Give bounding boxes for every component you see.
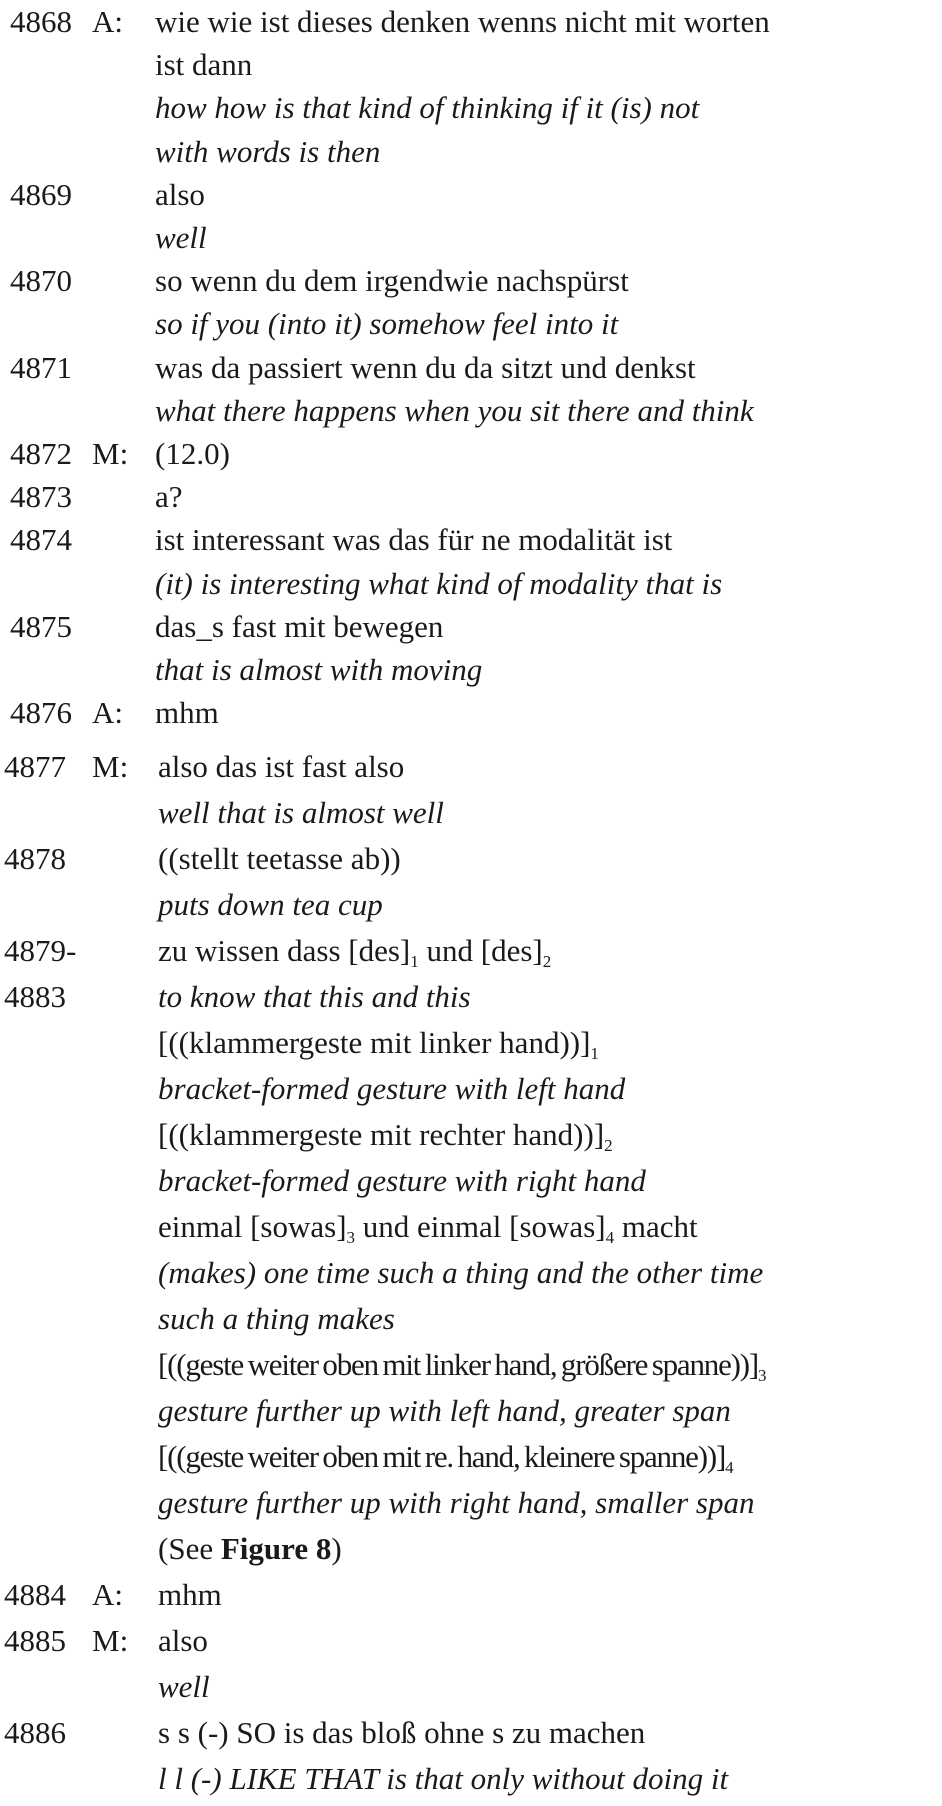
text-segment: well that is almost well <box>158 795 444 830</box>
translation-text <box>158 1483 754 1523</box>
text-segment: also <box>155 176 205 212</box>
transcript-line <box>0 747 942 787</box>
utterance-text <box>155 607 443 647</box>
text-segment: [((geste weiter oben mit re. hand, kleinere spanne))] <box>158 1439 726 1474</box>
translation-text <box>155 132 380 172</box>
text-segment: ist dann <box>155 47 253 83</box>
translation-text <box>155 304 618 344</box>
text-segment: ) <box>331 1531 342 1566</box>
line-number: 4876 <box>10 695 72 731</box>
text-segment: und [des] <box>418 933 543 968</box>
transcript-line <box>0 1667 942 1707</box>
transcript-line <box>0 477 942 517</box>
translation-text <box>158 1667 210 1707</box>
line-number: 4873 <box>10 479 72 515</box>
text-segment: (it) is interesting what kind of modality that is <box>155 565 723 601</box>
translation-text <box>158 1391 731 1431</box>
utterance-text <box>155 520 672 560</box>
transcript-line <box>0 45 942 85</box>
text-segment: how how is that kind of thinking if it (is) not <box>155 90 700 126</box>
utterance-text <box>155 477 183 517</box>
translation-text <box>158 1161 646 1201</box>
line-number: 4879- <box>4 933 77 968</box>
line-number: 4878 <box>4 841 66 876</box>
text-segment: mhm <box>158 1577 222 1612</box>
transcript-line <box>0 1621 942 1661</box>
transcript-line <box>0 175 942 215</box>
utterance-text <box>158 1575 222 1615</box>
text-segment: to know that this and this <box>158 979 471 1014</box>
text-segment: [((klammergeste mit rechter hand))] <box>158 1117 605 1152</box>
utterance-text <box>155 175 205 215</box>
translation-text <box>158 1759 728 1799</box>
speaker-label: M: <box>92 749 129 784</box>
transcript-line <box>0 1713 942 1753</box>
text-segment: (See <box>158 1531 221 1566</box>
speaker-label: M: <box>92 1623 129 1658</box>
line-number: 4872 <box>10 436 72 471</box>
transcript-line <box>0 1529 942 1569</box>
transcript-line <box>0 1253 942 1293</box>
transcript-line <box>0 1161 942 1201</box>
translation-text <box>158 885 383 925</box>
utterance-text <box>155 45 252 85</box>
utterance-text <box>158 931 551 971</box>
line-number: 4874 <box>10 522 72 558</box>
transcript-line <box>0 132 942 172</box>
transcript-line <box>0 650 942 690</box>
transcript-line <box>0 1391 942 1431</box>
transcript-line <box>0 1023 942 1063</box>
line-number: 4869 <box>10 176 72 212</box>
text-segment: well <box>155 220 207 255</box>
text-segment: [((geste weiter oben mit linker hand, größere spanne))] <box>158 1347 759 1382</box>
transcript-line <box>0 564 942 604</box>
transcript-line <box>0 391 942 431</box>
text-segment: bracket-formed gesture with right hand <box>158 1163 646 1198</box>
utterance-text <box>158 839 401 879</box>
utterance-text <box>158 1529 342 1569</box>
translation-text <box>155 564 722 604</box>
transcript-line <box>0 607 942 647</box>
transcript-line <box>0 1345 942 1385</box>
bracket-index: 4 <box>605 1227 615 1247</box>
line-number: 4886 <box>4 1715 66 1750</box>
translation-text <box>158 1069 625 1109</box>
utterance-text <box>158 1345 765 1385</box>
bracket-index: 1 <box>410 951 419 971</box>
bracket-index: 4 <box>725 1457 733 1477</box>
text-segment: gesture further up with right hand, smaller span <box>158 1485 755 1520</box>
transcript-line <box>0 218 942 258</box>
text-segment: gesture further up with left hand, greater span <box>158 1393 731 1428</box>
utterance-text <box>158 1621 208 1661</box>
text-segment: also <box>158 1623 208 1658</box>
text-segment: macht <box>614 1209 698 1244</box>
translation-text <box>155 391 754 431</box>
line-number: 4868 <box>10 4 72 39</box>
text-segment: einmal [sowas] <box>158 1209 347 1244</box>
utterance-text <box>155 434 230 474</box>
text-segment: well <box>158 1669 210 1704</box>
transcript-line <box>0 1759 942 1799</box>
bracket-index: 2 <box>604 1135 613 1155</box>
line-number: 4884 <box>4 1577 66 1612</box>
text-segment: (12.0) <box>155 436 230 471</box>
transcript-line <box>0 693 942 733</box>
line-number: 4877 <box>4 749 66 784</box>
translation-text <box>155 88 699 128</box>
text-segment: [((klammergeste mit linker hand))] <box>158 1025 591 1060</box>
text-segment: (makes) one time such a thing and the other time <box>158 1255 764 1290</box>
transcript-line <box>0 931 942 971</box>
speaker-label: A: <box>92 4 123 39</box>
text-segment: so if you (into it) somehow feel into it <box>155 306 619 342</box>
utterance-text <box>155 2 770 42</box>
text-segment: that is almost with moving <box>155 652 483 687</box>
line-number: 4871 <box>10 349 72 385</box>
speaker-label: A: <box>92 1577 123 1612</box>
bracket-index: 2 <box>542 951 552 971</box>
bracket-index: 3 <box>346 1227 356 1247</box>
text-segment: zu wissen dass [des] <box>158 933 411 968</box>
transcript-line <box>0 348 942 388</box>
text-segment: s s (-) SO is das bloß ohne s zu machen <box>158 1715 646 1750</box>
translation-text <box>158 1299 395 1339</box>
utterance-text <box>158 1207 698 1247</box>
text-segment: puts down tea cup <box>158 887 383 922</box>
transcript-line <box>0 1575 942 1615</box>
transcript-line <box>0 1437 942 1477</box>
line-number: 4870 <box>10 263 72 299</box>
utterance-text <box>158 1023 599 1063</box>
text-segment: ist interessant was das für ne modalität ist <box>155 522 673 558</box>
transcript-line <box>0 1207 942 1247</box>
utterance-text <box>155 261 629 301</box>
text-segment: bracket-formed gesture with left hand <box>158 1071 626 1106</box>
transcript-line <box>0 520 942 560</box>
utterance-text <box>158 1115 613 1155</box>
utterance-text <box>158 747 404 787</box>
translation-text <box>158 1253 763 1293</box>
line-number: 4875 <box>10 608 72 644</box>
line-number: 4883 <box>4 979 66 1014</box>
text-segment: das_s fast mit bewegen <box>155 608 444 644</box>
bracket-index: 3 <box>758 1365 766 1385</box>
text-segment: was da passiert wenn du da sitzt und denkst <box>155 349 696 385</box>
text-segment: wie wie ist dieses denken wenns nicht mit worten <box>155 4 770 39</box>
transcript-line <box>0 1069 942 1109</box>
translation-text <box>155 218 207 258</box>
translation-text <box>158 793 444 833</box>
translation-text <box>155 650 482 690</box>
utterance-text <box>155 348 696 388</box>
text-segment: what there happens when you sit there and think <box>155 392 754 428</box>
text-segment: und einmal [sowas] <box>355 1209 606 1244</box>
speaker-label: M: <box>92 436 129 471</box>
translation-text <box>158 977 471 1017</box>
utterance-text <box>158 1437 732 1477</box>
text-segment: ((stellt teetasse ab)) <box>158 841 401 876</box>
transcript-line <box>0 1115 942 1155</box>
transcript-line <box>0 2 942 42</box>
text-segment: so wenn du dem irgendwie nachspürst <box>155 263 629 299</box>
transcript-line <box>0 885 942 925</box>
transcript-line <box>0 1483 942 1523</box>
transcript-line <box>0 88 942 128</box>
line-number: 4885 <box>4 1623 66 1658</box>
figure-reference: Figure 8 <box>220 1531 332 1566</box>
transcript-line <box>0 793 942 833</box>
bracket-index: 1 <box>590 1043 599 1063</box>
transcript-line <box>0 839 942 879</box>
utterance-text <box>158 1713 645 1753</box>
transcript-line <box>0 304 942 344</box>
text-segment: such a thing makes <box>158 1301 395 1336</box>
speaker-label: A: <box>92 695 123 731</box>
text-segment: with words is then <box>155 133 381 169</box>
transcript-line <box>0 977 942 1017</box>
text-segment: l l (-) LIKE THAT is that only without doing it <box>158 1761 729 1796</box>
transcript-line <box>0 434 942 474</box>
text-segment: also das ist fast also <box>158 749 405 784</box>
transcript-line <box>0 261 942 301</box>
transcript-line <box>0 1299 942 1339</box>
utterance-text <box>155 693 219 733</box>
text-segment: a? <box>155 479 183 515</box>
text-segment: mhm <box>155 695 219 731</box>
